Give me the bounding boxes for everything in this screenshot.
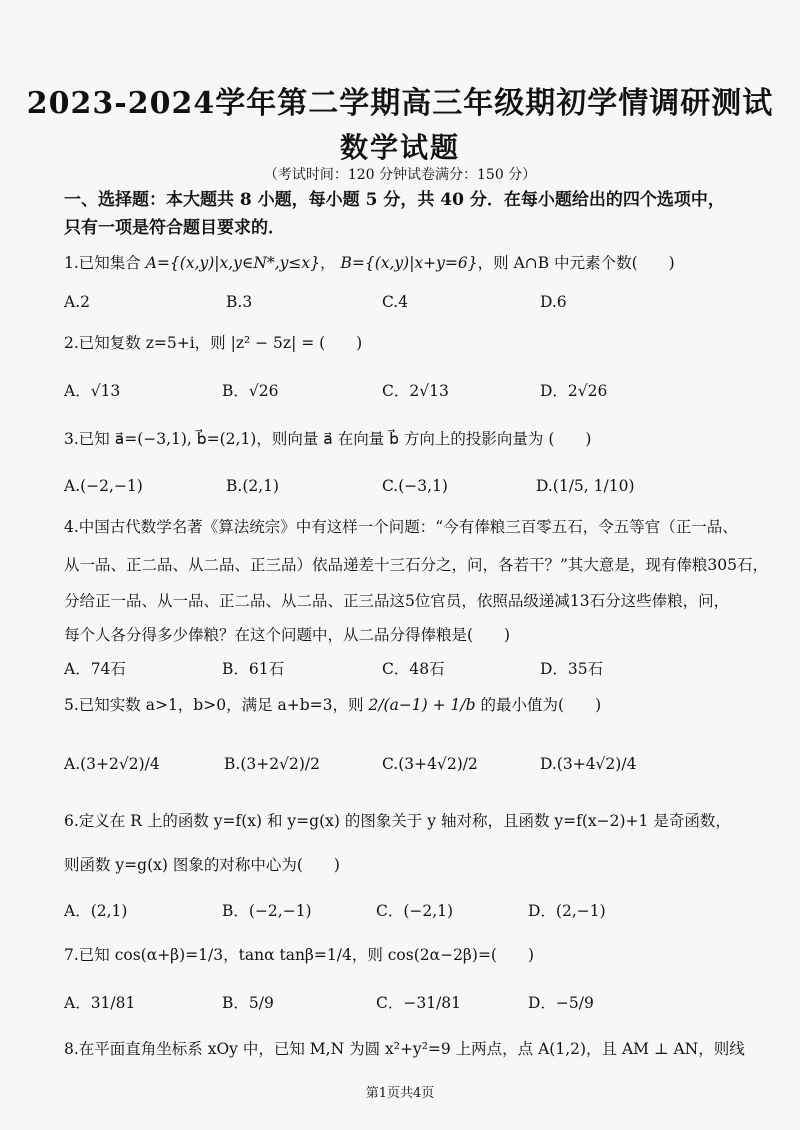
q3-option-d[interactable]: D.(1/5, 1/10) (536, 477, 635, 495)
q1-option-a[interactable]: A.2 (64, 293, 90, 311)
q3-option-c[interactable]: C.(−3,1) (382, 477, 448, 495)
q3-options (64, 466, 754, 506)
q1-suffix: ，则 A∩B 中元素个数( ) (477, 254, 675, 272)
q3-option-a[interactable]: A.(−2,−1) (64, 477, 143, 495)
q5-prefix: 5.已知实数 a>1，b>0，满足 a+b=3，则 (64, 696, 364, 714)
q6-option-c[interactable]: C．(−2,1) (376, 902, 454, 920)
page-footer: 第1页共4页 (365, 1086, 435, 1101)
q2-option-c[interactable]: C．2√13 (382, 382, 449, 400)
q1-options (64, 282, 754, 322)
question-4-line2: 从一品、正二品、从二品、正三品）依品递差十三石分之，问，各若干？”其大意是，现有俸粮305石， (64, 556, 769, 574)
q4-options (64, 648, 754, 688)
q1-option-c[interactable]: C.4 (382, 293, 409, 311)
q3-option-b[interactable]: B.(2,1) (226, 477, 280, 495)
q5-options (64, 744, 754, 784)
q4-option-b[interactable]: B．61石 (222, 660, 285, 678)
q5-option-a[interactable]: A.(3+2√2)/4 (64, 755, 160, 773)
question-8: 8.在平面直角坐标系 xOy 中，已知 M,N 为圆 x²+y²=9 上两点，点 A(1,2)，且 AM ⊥ AN，则线 (64, 1040, 745, 1058)
question-2: 2.已知复数 z=5+i，则 |z² − 5z| = ( ) (64, 334, 363, 352)
q1-option-d[interactable]: D.6 (540, 293, 567, 311)
q5-expression: 2/(a−1) + 1/b (368, 696, 476, 714)
q5-option-b[interactable]: B.(3+2√2)/2 (224, 755, 320, 773)
q1-set-b: B={(x,y)|x+y=6} (340, 254, 478, 272)
q7-options (64, 982, 754, 1022)
q4-option-d[interactable]: D．35石 (540, 660, 604, 678)
q4-option-a[interactable]: A．74石 (64, 660, 126, 678)
q4-option-c[interactable]: C．48石 (382, 660, 445, 678)
q6-option-b[interactable]: B．(−2,−1) (222, 902, 312, 920)
q1-set-a: A={(x,y)|x,y∈N*,y≤x} (145, 254, 321, 272)
question-1: 1.已知集合 A={(x,y)|x,y∈N*,y≤x}， B={(x,y)|x+y=6}，则 A∩B 中元素个数( ) (64, 254, 675, 272)
question-5 (64, 690, 754, 720)
exam-title: 2023-2024学年第二学期高三年级期初学情调研测试 (26, 86, 774, 121)
question-6-line2: 则函数 y=g(x) 图象的对称中心为( ) (64, 856, 340, 874)
question-7: 7.已知 cos(α+β)=1/3，tanα tanβ=1/4，则 cos(2α−2β)=( ) (64, 946, 535, 964)
question-4-line1: 4.中国古代数学名著《算法统宗》中有这样一个问题：“今有俸粮三百零五石，令五等官（正一品、 (64, 518, 738, 536)
question-4-line4: 每个人各分得多少俸粮？在这个问题中，从二品分得俸粮是( ) (64, 626, 511, 644)
q2-option-b[interactable]: B．√26 (222, 382, 279, 400)
q6-option-a[interactable]: A．(2,1) (64, 902, 128, 920)
section-heading-line2: 只有一项是符合题目要求的． (64, 218, 285, 238)
q7-option-b[interactable]: B．5/9 (222, 994, 274, 1012)
q5-option-d[interactable]: D.(3+4√2)/4 (540, 755, 637, 773)
question-3: 3.已知 a⃗=(−3,1), b⃗=(2,1)，则向量 a⃗ 在向量 b⃗ 方向上的投影向量为 ( ) (64, 430, 592, 448)
question-6-line1: 6.定义在 R 上的函数 y=f(x) 和 y=g(x) 的图象关于 y 轴对称，且函数 y=f(x−2)+1 是奇函数， (64, 812, 731, 830)
q2-option-d[interactable]: D．2√26 (540, 382, 608, 400)
q7-option-c[interactable]: C．−31/81 (376, 994, 462, 1012)
q5-suffix: 的最小值为( ) (480, 696, 602, 714)
q2-option-a[interactable]: A．√13 (64, 382, 121, 400)
q1-option-b[interactable]: B.3 (226, 293, 253, 311)
q7-option-a[interactable]: A．31/81 (64, 994, 136, 1012)
exam-subtitle: 数学试题 (339, 131, 460, 164)
q6-option-d[interactable]: D．(2,−1) (528, 902, 606, 920)
question-4-line3: 分给正一品、从一品、正二品、从二品、正三品这5位官员，依照品级递减13石分这些俸粮，问， (64, 592, 730, 610)
exam-note: （考试时间：120 分钟试卷满分：150 分） (263, 167, 537, 183)
q2-options (64, 370, 754, 410)
q5-option-c[interactable]: C.(3+4√2)/2 (382, 755, 478, 773)
q1-prefix: 1.已知集合 (64, 254, 141, 272)
q7-option-d[interactable]: D．−5/9 (528, 994, 594, 1012)
q6-options (64, 890, 754, 930)
section-heading-line1: 一、选择题：本大题共 8 小题，每小题 5 分，共 40 分．在每小题给出的四个选项中， (64, 190, 725, 210)
